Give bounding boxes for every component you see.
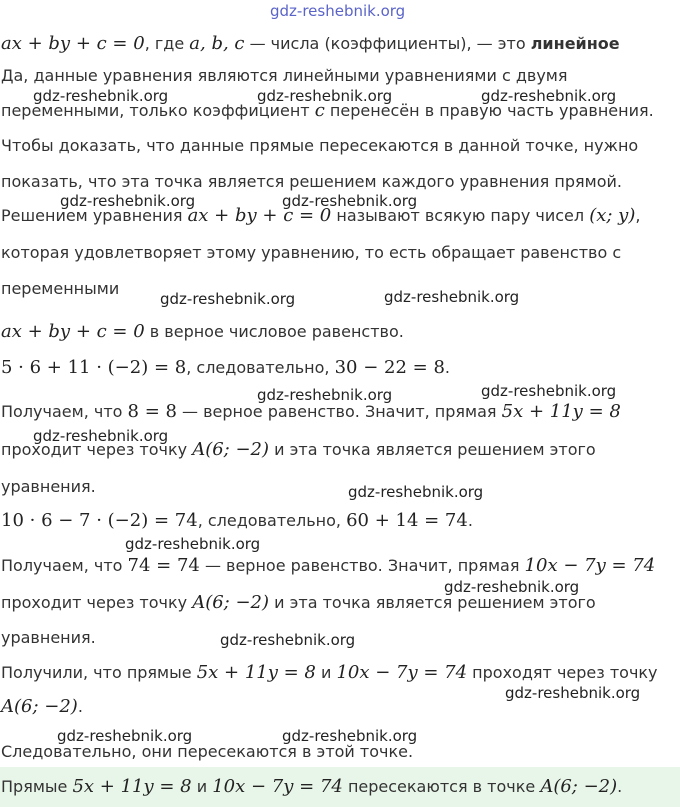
equation: ax + by + c = 0 bbox=[1, 33, 145, 54]
line-18: Получили, что прямые 5x + 11y = 8 и 10x − 7y = 74 проходят через точку bbox=[1, 662, 658, 683]
watermark: gdz-reshebnik.org bbox=[384, 288, 520, 306]
line-15: Получаем, что 74 = 74 — верное равенство. Значит, прямая 10x − 7y = 74 bbox=[1, 555, 656, 576]
watermark: gdz-reshebnik.org bbox=[481, 87, 617, 105]
line-17: уравнения. bbox=[1, 628, 96, 647]
watermark: gdz-reshebnik.org bbox=[33, 87, 169, 105]
watermark: gdz-reshebnik.org bbox=[57, 727, 193, 745]
header-watermark: gdz-reshebnik.org bbox=[270, 2, 406, 20]
line-7: которая удовлетворяет этому уравнению, то есть обращает равенство с bbox=[1, 243, 622, 262]
line-20: Следовательно, они пересекаются в этой точке. bbox=[1, 742, 414, 761]
watermark: gdz-reshebnik.org bbox=[505, 684, 641, 702]
watermark: gdz-reshebnik.org bbox=[282, 727, 418, 745]
watermark: gdz-reshebnik.org bbox=[60, 192, 196, 210]
coefficients: a, b, c bbox=[189, 33, 245, 54]
line-10: 5 · 6 + 11 · (−2) = 8, следовательно, 30 − 22 = 8. bbox=[1, 357, 451, 378]
line-3: переменными, только коэффициент c перенесён в правую часть уравнения. bbox=[1, 100, 654, 121]
watermark: gdz-reshebnik.org bbox=[282, 192, 418, 210]
watermark: gdz-reshebnik.org bbox=[481, 382, 617, 400]
line-1: ax + by + c = 0, где a, b, c — числа (коэффициенты), — это линейное bbox=[1, 33, 620, 54]
answer-box bbox=[0, 767, 680, 807]
line-14: 10 · 6 − 7 · (−2) = 74, следовательно, 60 + 14 = 74. bbox=[1, 510, 473, 531]
answer-line: Прямые 5x + 11y = 8 и 10x − 7y = 74 пересекаются в точке A(6; −2). bbox=[1, 776, 623, 797]
watermark: gdz-reshebnik.org bbox=[444, 578, 580, 596]
watermark: gdz-reshebnik.org bbox=[220, 631, 356, 649]
watermark: gdz-reshebnik.org bbox=[257, 386, 393, 404]
line-16: проходит через точку A(6; −2) и эта точка является решением этого bbox=[1, 592, 596, 613]
watermark: gdz-reshebnik.org bbox=[348, 483, 484, 501]
line-19: A(6; −2). bbox=[1, 696, 83, 717]
watermark: gdz-reshebnik.org bbox=[160, 290, 296, 308]
line-6: Решением уравнения ax + by + c = 0 называют всякую пару чисел (x; y), bbox=[1, 205, 641, 226]
line-2: Да, данные уравнения являются линейными уравнениями с двумя bbox=[1, 66, 568, 85]
line-5: показать, что эта точка является решением каждого уравнения прямой. bbox=[1, 172, 622, 191]
line-13: уравнения. bbox=[1, 477, 96, 496]
bold-term: линейное bbox=[530, 34, 620, 53]
line-9: ax + by + c = 0 в верное числовое равенство. bbox=[1, 321, 404, 342]
line-4: Чтобы доказать, что данные прямые пересекаются в данной точке, нужно bbox=[1, 136, 639, 155]
line-8: переменными bbox=[1, 279, 120, 298]
watermark: gdz-reshebnik.org bbox=[33, 427, 169, 445]
watermark: gdz-reshebnik.org bbox=[257, 87, 393, 105]
watermark: gdz-reshebnik.org bbox=[125, 535, 261, 553]
line-12: проходит через точку A(6; −2) и эта точка является решением этого bbox=[1, 439, 596, 460]
line-11: Получаем, что 8 = 8 — верное равенство. Значит, прямая 5x + 11y = 8 bbox=[1, 401, 621, 422]
